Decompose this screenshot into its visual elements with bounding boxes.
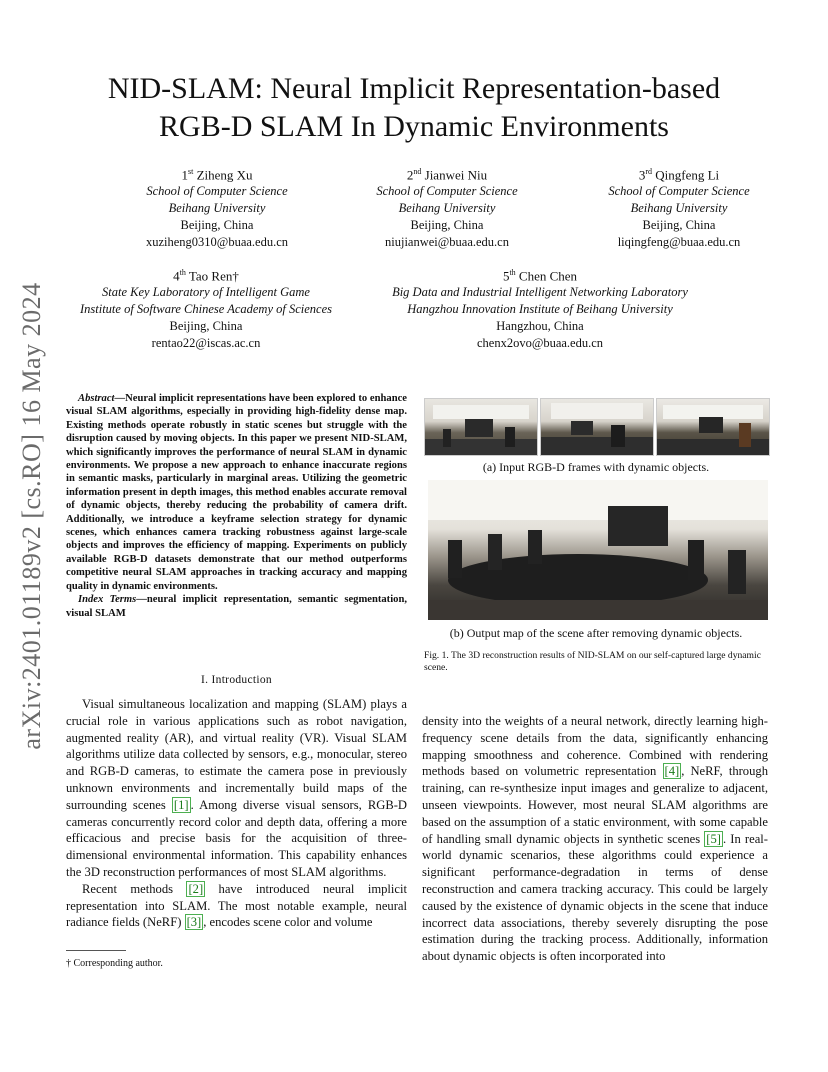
intro-p2c-text: , encodes scene color and volume: [203, 915, 373, 930]
author-block-1: [100, 163, 334, 251]
abstract-paragraph: [66, 392, 407, 593]
author-ordinal-suffix: st: [187, 167, 194, 176]
index-terms: [66, 593, 407, 620]
author-email[interactable]: rentao22@iscas.ac.cn: [151, 336, 261, 351]
author-place: Beijing, China: [410, 218, 484, 233]
author-ordinal: 2: [406, 167, 414, 183]
arxiv-stamp: [17, 276, 46, 756]
citation-link[interactable]: [4]: [664, 764, 680, 779]
section-heading-introduction: I. Introduction: [201, 674, 272, 686]
author-ordinal-suffix: nd: [413, 167, 422, 176]
intro-paragraph-2: [66, 881, 407, 931]
frame-3-drawing: [657, 399, 769, 455]
figure-1-caption: Fig. 1. The 3D reconstruction results of NID-SLAM on our self-captured large dynamic scene.: [424, 650, 761, 673]
frame-1-drawing: [425, 399, 537, 455]
author-ordinal: 1: [181, 167, 188, 183]
output-map-image: [428, 480, 768, 620]
intro-paragraph-1: [66, 696, 407, 881]
index-terms-label: Index Terms: [78, 594, 137, 606]
input-frame-2: [540, 398, 654, 456]
author-ordinal: 3: [638, 167, 646, 183]
input-frame-1: [424, 398, 538, 456]
author-org: Beihang University: [398, 201, 496, 216]
figure-caption-b: (b) Output map of the scene after removing dynamic objects.: [449, 626, 743, 640]
citation-link[interactable]: [3]: [186, 915, 202, 930]
author-place: Beijing, China: [642, 218, 716, 233]
author-ordinal-suffix: th: [509, 268, 516, 277]
author-email[interactable]: liqingfeng@buaa.edu.cn: [617, 235, 741, 250]
left-column-body: [66, 696, 407, 931]
author-place: Beijing, China: [169, 319, 243, 334]
author-dept: School of Computer Science: [608, 184, 750, 199]
author-dept: State Key Laboratory of Intelligent Game: [102, 285, 310, 300]
paper-title: [60, 70, 768, 146]
author-dept: Big Data and Industrial Intelligent Networking Laboratory: [392, 285, 688, 300]
index-terms-text: —neural implicit representation, semantic segmentation, visual SLAM: [66, 594, 407, 619]
author-org: Hangzhou Innovation Institute of Beihang University: [407, 302, 673, 317]
author-place: Hangzhou, China: [496, 319, 584, 334]
intro-p2a-text: Recent methods: [82, 881, 174, 896]
citation-link[interactable]: [2]: [188, 881, 204, 896]
right-p1b-text: , NeRF, through training, can re-synthesize input images and generalize to adjacent, unseen viewpoints. However, most neural SLAM algorithms are based on the assumption of a static environment, with some capable of handling small dynamic objects in synthetic scenes: [422, 764, 768, 846]
author-org: Beihang University: [168, 201, 266, 216]
title-line-1: NID-SLAM: Neural Implicit Representation-based: [107, 72, 721, 105]
intro-p1b-text: . Among diverse visual sensors, RGB-D cameras concurrently record color and depth data, offering a more efficacious and precise basis for the acquisition of three-dimensional environmental information. This capability enhances the 3D reconstruction performances of most SLAM algorithms.: [66, 797, 408, 879]
title-line-2: RGB-D SLAM In Dynamic Environments: [159, 110, 669, 143]
author-ordinal: 4: [173, 268, 180, 284]
author-ordinal-suffix: th: [179, 268, 186, 277]
abstract-text: —Neural implicit representations have been explored to enhance visual SLAM algorithms, especially in providing high-fidelity dense map. Existing methods operate robustly in static scenes but struggle with the disruption caused by moving objects. In this paper we present NID-SLAM, which significantly improves the performance of neural SLAM in dynamic environments. We propose a new approach to enhance inaccurate regions in semantic masks, particularly in marginal areas. Utilizing the geometric information present in depth images, this method enables accurate removal of dynamic objects, thereby reducing the probability of camera drift. Additionally, we introduce a keyframe selection strategy for dynamic scenes, which enhances camera tracking robustness against large-scale objects and improves the efficiency of mapping. Experiments on publicly available RGB-D datasets demonstrate that our method outperforms competitive neural SLAM approaches in tracking accuracy and mapping quality in dynamic environments.: [66, 393, 407, 592]
frame-2-drawing: [541, 399, 653, 455]
abstract: [66, 392, 407, 620]
author-email[interactable]: chenx2ovo@buaa.edu.cn: [476, 336, 604, 351]
author-ordinal-suffix: rd: [645, 167, 652, 176]
author-org: Institute of Software Chinese Academy of Sciences: [79, 302, 333, 317]
author-dept: School of Computer Science: [376, 184, 518, 199]
citation-link[interactable]: [5]: [706, 831, 721, 846]
author-block-4: [56, 264, 356, 352]
intro-p1-text: Visual simultaneous localization and mapping (SLAM) plays a crucial role in various applications such as robot navigation, augmented reality (AR), and virtual reality (VR). Visual SLAM algorithms utilize data collected by sensors, e.g., monocular, stereo and RGB-D cameras, to estimate the camera pose in previously unknown environments and incrementally build maps of the surrounding scenes: [66, 697, 407, 812]
author-name: Ziheng Xu: [196, 167, 253, 183]
citation-link[interactable]: [1]: [173, 797, 189, 812]
figure-caption-a: (a) Input RGB-D frames with dynamic objects.: [482, 460, 710, 474]
author-name: Tao Ren†: [188, 268, 239, 284]
input-frame-3: [656, 398, 770, 456]
author-block-2: [332, 163, 562, 251]
author-name: Qingfeng Li: [655, 167, 720, 183]
author-dept: School of Computer Science: [146, 184, 288, 199]
author-org: Beihang University: [630, 201, 728, 216]
right-p1a-text: density into the weights of a neural network, directly learning high-frequency scene details from the data, significantly enhancing mapping smoothness and coherence. Combined with rendering methods based on volumetric representation: [422, 714, 768, 779]
author-place: Beijing, China: [180, 218, 254, 233]
author-block-3: [562, 163, 796, 251]
author-email[interactable]: niujianwei@buaa.edu.cn: [385, 235, 509, 250]
arxiv-id: arXiv:2401.01189v2 [cs.RO] 16 May 2024: [17, 282, 46, 750]
author-name: Jianwei Niu: [424, 167, 488, 183]
right-column-body: [422, 713, 768, 965]
author-email[interactable]: xuziheng0310@buaa.edu.cn: [145, 235, 289, 250]
abstract-label: Abstract: [78, 393, 115, 404]
output-map-drawing: [428, 480, 768, 620]
footnote-rule: [66, 950, 126, 951]
author-ordinal: 5: [502, 268, 510, 284]
author-name: Chen Chen: [518, 268, 578, 284]
author-block-5: [370, 264, 710, 352]
footnote: † Corresponding author.: [66, 958, 163, 969]
right-p1c-text: . In real-world dynamic scenarios, these algorithms could experience a significant performance-degradation in terms of dense reconstruction and camera tracking accuracy. This could be largely caused by the existence of dynamic objects in the scene that induce incorrect data associations, thereby severely disrupting the pose estimation during the tracking process. Additionally, information about dynamic objects is often incorporated into: [422, 831, 768, 964]
intro-p2b-text: have introduced neural implicit representation into SLAM. The most notable example, neural radiance fields (NeRF): [66, 881, 408, 930]
right-paragraph: [422, 713, 768, 965]
